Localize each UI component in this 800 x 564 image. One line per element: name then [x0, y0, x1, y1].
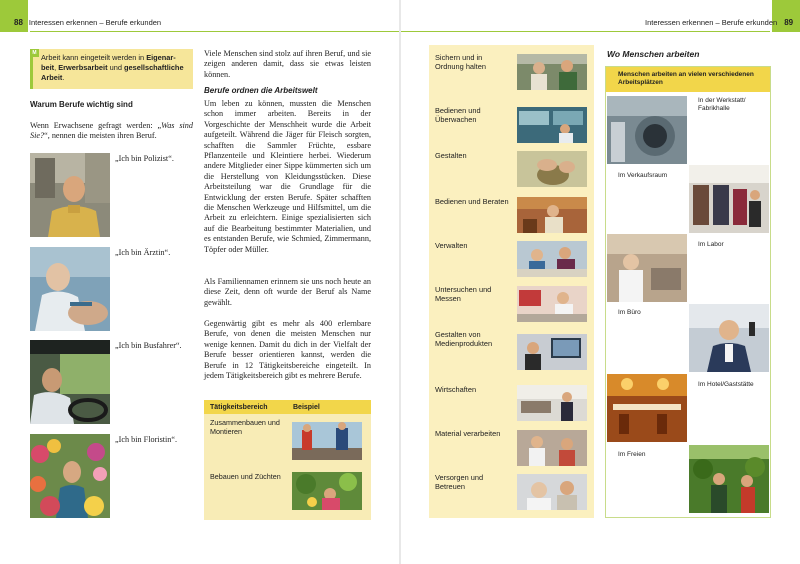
goal-term: Erwerbsarbeit — [58, 62, 108, 72]
photo-policeman — [30, 153, 110, 237]
place-photo-lab — [607, 234, 687, 302]
activity-label: Bedienen und Beraten — [435, 197, 509, 206]
activity-label: Untersuchen und Messen — [435, 285, 492, 304]
place-photo-workshop — [607, 96, 687, 164]
page-number: 89 — [784, 17, 794, 27]
photo-bus-driver — [30, 340, 110, 424]
place-photo-hotel — [607, 374, 687, 442]
workplaces-title: Wo Menschen arbeiten — [607, 49, 700, 59]
place-label: In der Werkstatt/ Fabrikhalle — [698, 97, 746, 112]
goal-text: . — [62, 72, 65, 82]
paragraph-history: Um leben zu können, mussten die Menschen schon immer arbeiten. Bereits in der Vorgeschichte der Menschheit wurde die Arbeit aufgeteilt. Während die Jäger für Fleisch sorgten, schafften die Sammler Früchte, essbare Pflanzenteile und Kleintiere herbei. Wiederum andere Mitglieder einer Sippe kümmerten sich um die Herstellung von Kleidungsstücken. Diese Arbeitsteilung war die Grundlage für die Entwicklung der ersten Berufe. Später schafften die Menschen Werkzeuge und Hilfsmittel, um die Arbeit zu erleichtern. Einige spezialisierten sich auf die Bearbeitung bestimmter Materialien, und es entstanden Berufe, wie Schmied, Zimmermann, Töpfer oder Müller. — [204, 99, 371, 254]
goal-term: Eigenar-beit — [41, 53, 176, 72]
activity-label: Wirtschaften — [435, 385, 477, 394]
activity-label: Gestalten — [435, 151, 467, 160]
activity-photo-research — [517, 286, 587, 322]
activity-label: Verwalten — [435, 241, 468, 250]
activity-label: Versorgen und Betreuen — [435, 473, 484, 492]
activity-photo-media — [517, 334, 587, 370]
place-label: Im Büro — [618, 309, 641, 316]
place-label: Im Labor — [698, 241, 724, 248]
activity-column — [429, 45, 594, 518]
quote-policeman: „Ich bin Polizist“. — [115, 154, 174, 163]
activity-photo-advising — [517, 197, 587, 233]
activity-photo-security — [517, 54, 587, 90]
intro-paragraph — [30, 121, 193, 142]
activity-table — [204, 400, 371, 520]
learning-goal-box — [30, 49, 193, 89]
goal-text: Arbeit kann eingeteilt werden in — [41, 53, 147, 62]
page-header — [645, 14, 793, 30]
table-header — [204, 400, 371, 414]
photo-florist — [30, 434, 110, 518]
activity-photo-materials — [517, 430, 587, 466]
heading-world-of-work: Berufe ordnen die Arbeitswelt — [204, 86, 318, 95]
activity-photo-administration — [517, 241, 587, 277]
quote-doctor: „Ich bin Ärztin“. — [115, 248, 171, 257]
table-photo-gardening — [292, 472, 362, 510]
paragraph-proud: Viele Menschen sind stolz auf ihren Beruf, und sie zeigen anderen damit, dass sie etwas leisten können. — [204, 49, 371, 79]
intro-text: Wenn Erwachsene gefragt werden: „ — [30, 121, 162, 130]
table-cell-area: Bebauen und Züchten — [210, 472, 281, 481]
activity-photo-monitoring — [517, 107, 587, 143]
page-number: 88 — [14, 17, 23, 27]
activity-label: Gestalten von Medienprodukten — [435, 330, 493, 349]
goal-badge-icon: M — [30, 49, 39, 57]
activity-photo-care — [517, 474, 587, 510]
header-title: Interessen erkennen – Berufe erkunden — [645, 17, 778, 27]
workplaces-header: Menschen arbeiten an vielen verschiedenen Arbeitsplätzen — [606, 67, 770, 92]
activity-label: Bedienen und Überwachen — [435, 106, 481, 125]
paragraph-today: Gegenwärtig gibt es mehr als 400 erlernbare Berufe, von denen die meisten Menschen nur wenige kennen. Damit du dich in der Vielfalt der Berufe besser orientieren kannst, werden die Berufe in 12 Tätigkeitsbereiche eingeteilt. In jedem Tätigkeitsbereich gibt es mehrere Berufe. — [204, 319, 371, 381]
page-header — [14, 14, 161, 30]
table-photo-assembly — [292, 422, 362, 460]
quote-florist: „Ich bin Floristin“. — [115, 435, 178, 444]
activity-photo-commerce — [517, 385, 587, 421]
paragraph-family-names: Als Familiennamen erinnern sie uns noch heute an diese Zeit, denn oft wurde der Beruf als Name gewählt. — [204, 277, 371, 307]
place-photo-salesroom — [689, 165, 769, 233]
activity-photo-design — [517, 151, 587, 187]
intro-question: Was sind Sie? — [30, 121, 193, 141]
activity-label: Material verarbeiten — [435, 429, 501, 438]
goal-text: , — [54, 62, 59, 72]
table-header-example: Beispiel — [293, 403, 320, 411]
header-rule — [401, 31, 770, 32]
place-label: Im Freien — [618, 451, 646, 458]
quote-bus-driver: „Ich bin Busfahrer“. — [115, 341, 182, 350]
intro-text: “, nennen die meisten ihren Beruf. — [44, 131, 157, 141]
place-label: Im Verkaufsraum — [618, 172, 668, 179]
goal-term: gesellschaftliche Arbeit — [41, 62, 184, 82]
heading-why-jobs: Warum Berufe wichtig sind — [30, 100, 133, 109]
photo-doctor — [30, 247, 110, 331]
goal-text: und — [107, 62, 124, 72]
table-cell-area: Zusammenbauen und Montieren — [210, 418, 280, 436]
activity-label: Sichern und in Ordnung halten — [435, 53, 486, 72]
place-photo-outdoors — [689, 445, 769, 513]
place-photo-office — [689, 304, 769, 372]
workplaces-box — [605, 66, 771, 518]
place-label: Im Hotel/Gaststätte — [698, 381, 754, 388]
header-rule — [30, 31, 399, 32]
header-title: Interessen erkennen – Berufe erkunden — [28, 17, 162, 27]
table-header-area: Tätigkeitsbereich — [210, 403, 268, 411]
